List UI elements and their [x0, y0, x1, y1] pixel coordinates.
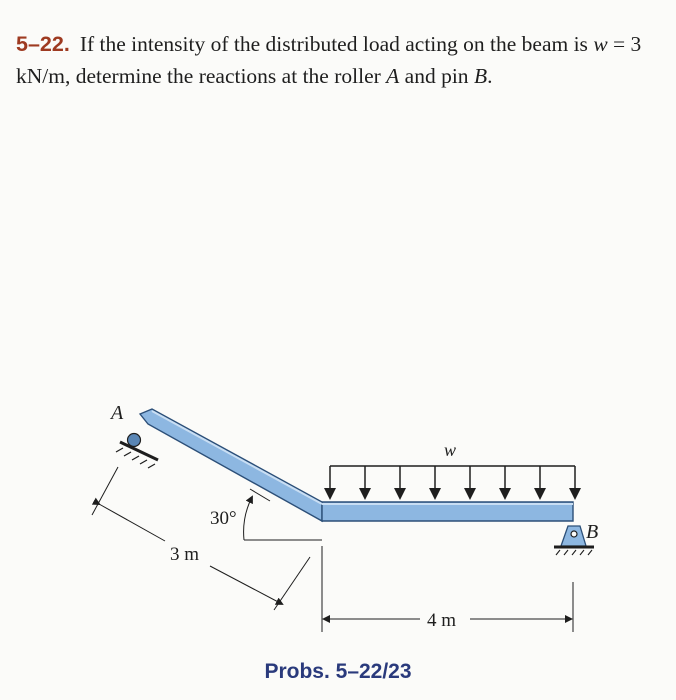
beam-top-highlight	[152, 411, 322, 504]
label-b: B	[586, 521, 599, 543]
label-3m: 3 m	[170, 544, 200, 565]
problem-text-3: and pin	[399, 64, 474, 89]
label-w: w	[444, 440, 457, 460]
problem-text-2: = 3 kN/m, determine the reactions at the roller	[16, 32, 642, 89]
figure-caption: Probs. 5–22/23	[264, 660, 412, 683]
problem-number: 5–22.	[16, 32, 70, 56]
roller-support-a	[116, 434, 158, 469]
roller-wheel	[128, 434, 141, 447]
roller-label-text: A	[386, 64, 400, 89]
inclined-beam	[140, 409, 322, 521]
w-symbol: w	[593, 32, 608, 56]
problem-text-4: .	[487, 64, 493, 89]
distributed-load	[330, 466, 575, 497]
pin-label-text: B	[473, 64, 488, 89]
problem-text-1: If the intensity of the distributed load acting on the beam is	[79, 32, 594, 56]
label-angle: 30°	[210, 508, 237, 529]
label-4m: 4 m	[427, 610, 457, 631]
label-a: A	[111, 402, 124, 424]
